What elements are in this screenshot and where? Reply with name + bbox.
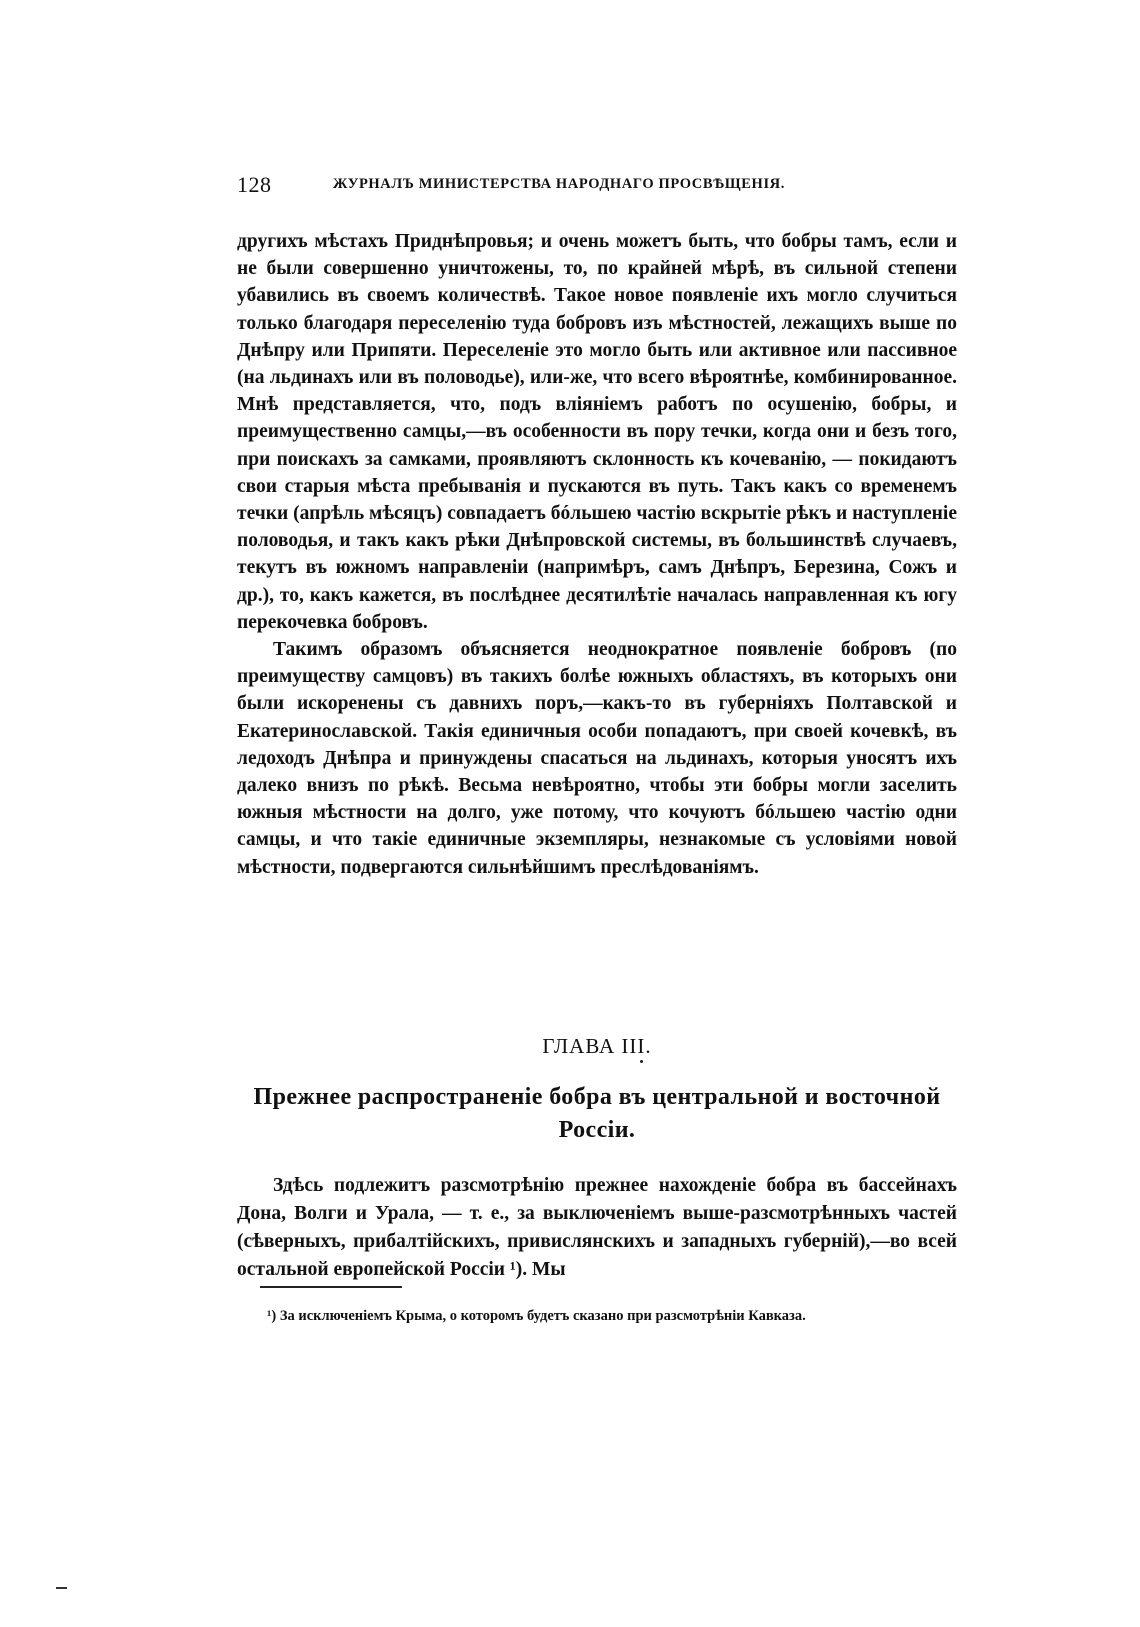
- footnote-divider: [260, 1286, 402, 1288]
- paragraph: Здѣсь подлежитъ разсмотрѣнію прежнее нахожденіе бобра въ бассейнахъ Дона, Волги и Урала, — т. е., за выключеніемъ выше-разсмотрѣнныхъ частей (сѣверныхъ, прибалтійскихъ, привислянскихъ и западныхъ губерній),—во всей остальной европейской Россіи ¹). Мы: [237, 1175, 957, 1280]
- chapter-heading: [237, 1034, 957, 1147]
- body-text-section-1: [237, 228, 957, 881]
- page-number: 128: [237, 172, 272, 197]
- footnote-text: За исключеніемъ Крыма, о которомъ будетъ сказано при разсмотрѣніи Кавказа.: [279, 1308, 806, 1324]
- body-text-section-2: [237, 1172, 957, 1284]
- footnote-marker: ¹): [267, 1308, 277, 1324]
- paragraph-continuation: другихъ мѣстахъ Приднѣпровья; и очень можетъ быть, что бобры тамъ, если и не были совершенно уничтожены, то, по крайней мѣрѣ, въ сильной степени убавились въ своемъ количествѣ. Такое новое появленіе ихъ могло случиться только благодаря переселенію туда бобровъ изъ мѣстностей, лежащихъ выше по Днѣпру или Припяти. Переселеніе это могло быть или активное или пассивное (на льдинахъ или въ половодье), или-же, что всего вѣроятнѣе, комбинированное. Мнѣ представляется, что, подъ вліяніемъ работъ по осушенію, бобры, и преимущественно самцы,—въ особенности въ пору течки, когда они и безъ того, при поискахъ за самками, проявляютъ склонность къ кочеванію, — покидаютъ свои старыя мѣста пребыванія и пускаются въ путь. Такъ какъ со временемъ течки (апрѣль мѣсяцъ) совпадаетъ бóльшею частію вскрытіе рѣкъ и наступленіе половодья, и такъ какъ рѣки Днѣпровской системы, въ большинствѣ случаевъ, текутъ въ южномъ направленіи (напримѣръ, самъ Днѣпръ, Березина, Сожъ и др.), то, какъ кажется, въ послѣднее десятилѣтіе началась направленная къ югу перекочевка бобровъ.: [237, 231, 957, 633]
- paragraph: Такимъ образомъ объясняется неоднократное появленіе бобровъ (по преимуществу самцовъ) въ такихъ болѣе южныхъ областяхъ, въ которыхъ они были искоренены съ давнихъ поръ,—какъ-то въ губерніяхъ Полтавской и Екатеринославской. Такія единичныя особи попадаютъ, при своей кочевкѣ, въ ледоходъ Днѣпра и принуждены спасаться на льдинахъ, которыя уносятъ ихъ далеко внизъ по рѣкѣ. Весьма невѣроятно, чтобы эти бобры могли заселить южныя мѣстности на долго, уже потому, что кочуютъ бóльшею частію одни самцы, и что такіе единичные экземпляры, незнакомые съ условіями новой мѣстности, подвергаются сильнѣйшимъ преслѣдованіямъ.: [237, 639, 957, 878]
- print-dot: [640, 1060, 643, 1063]
- chapter-number: ГЛАВА III.: [542, 1034, 652, 1058]
- footnote: [237, 1304, 957, 1328]
- chapter-title: Прежнее распространеніе бобра въ центральной и восточной Россіи.: [253, 1084, 941, 1143]
- journal-title: ЖУРНАЛЪ МИНИСТЕРСТВА НАРОДНАГО ПРОСВѢЩЕНІЯ.: [333, 176, 785, 192]
- running-header: [237, 172, 957, 198]
- margin-mark: [56, 1587, 67, 1589]
